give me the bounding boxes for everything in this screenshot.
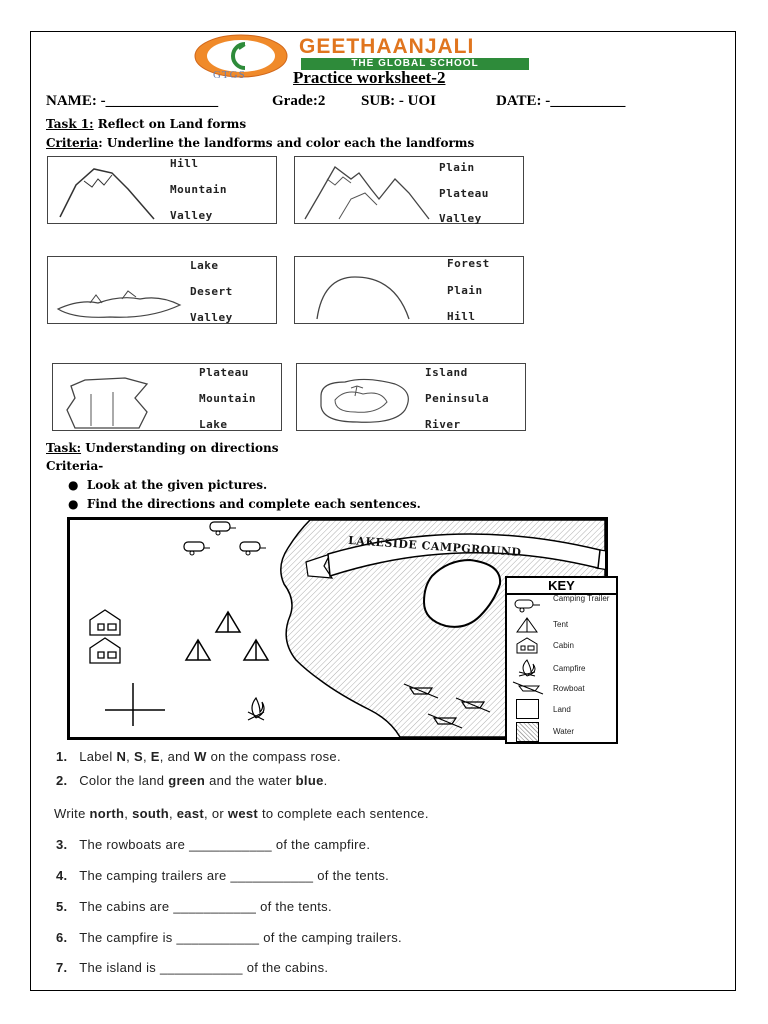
- answer-blank[interactable]: ___________: [169, 899, 261, 914]
- question-1: 1. Label N, S, E, and W on the compass rose.: [56, 749, 341, 764]
- bullet-text: Find the directions and complete each sentences.: [86, 497, 421, 511]
- tent-icon: [244, 640, 268, 660]
- criteria-label: Criteria: [46, 136, 99, 150]
- key-label: Camping Trailer: [553, 594, 610, 603]
- cabin-icon: [90, 610, 120, 635]
- hill-drawing-icon: [297, 259, 437, 323]
- task1-heading: [46, 117, 246, 131]
- task2-bullet-2: [68, 497, 421, 511]
- trailer-icon: [240, 542, 266, 555]
- trailer-icon: [210, 522, 236, 535]
- landform-box-2: [294, 156, 524, 224]
- landform-word[interactable]: Hill: [447, 310, 476, 323]
- key-water-swatch: [516, 722, 539, 742]
- map-banner-title: LAKESIDE CAMPGROUND: [347, 533, 522, 560]
- landform-word[interactable]: Island: [425, 366, 468, 379]
- question-3: 3. The rowboats are ___________ of the campfire.: [56, 837, 371, 852]
- landform-word[interactable]: Valley: [170, 209, 213, 222]
- school-tagline: THE GLOBAL SCHOOL: [301, 58, 529, 70]
- question-2: 2. Color the land green and the water blue.: [56, 773, 328, 788]
- question-5: 5. The cabins are ___________ of the tents.: [56, 899, 332, 914]
- task1-label: Task 1:: [46, 117, 94, 131]
- island-drawing-icon: [305, 366, 425, 430]
- landform-word[interactable]: Mountain: [199, 392, 256, 405]
- key-label: Rowboat: [553, 684, 585, 693]
- task2-bullet-1: [68, 478, 267, 492]
- key-tent-icon: [515, 616, 539, 634]
- task2-title: Understanding on directions: [81, 441, 279, 455]
- date-field: [496, 93, 625, 110]
- mountains-drawing-icon: [299, 159, 439, 223]
- landform-word[interactable]: Hill: [170, 157, 199, 170]
- key-campfire-icon: [515, 658, 539, 678]
- landform-word[interactable]: Desert: [190, 285, 233, 298]
- landform-box-3: [47, 256, 277, 324]
- landform-box-6: [296, 363, 526, 431]
- instruction-line: Write north, south, east, or west to complete each sentence.: [54, 806, 429, 821]
- plateau-drawing-icon: [55, 366, 195, 430]
- landform-word[interactable]: Lake: [190, 259, 219, 272]
- trailer-icon: [184, 542, 210, 555]
- answer-blank[interactable]: ___________: [226, 868, 318, 883]
- task2-criteria: Criteria-: [46, 459, 104, 473]
- landform-word[interactable]: Plain: [439, 161, 475, 174]
- name-blank[interactable]: _______________: [105, 93, 219, 109]
- campfire-icon: [248, 698, 264, 720]
- answer-blank[interactable]: ___________: [185, 837, 276, 852]
- task1-criteria: [46, 136, 474, 150]
- criteria-text: : Underline the landforms and color each the landforms: [98, 136, 475, 150]
- key-trailer-icon: [513, 598, 543, 614]
- landform-box-4: [294, 256, 524, 324]
- key-label: Cabin: [553, 641, 574, 650]
- question-4: 4. The camping trailers are ___________ of the tents.: [56, 868, 390, 883]
- bullet-icon: ●: [68, 478, 79, 492]
- date-blank[interactable]: __________: [550, 93, 626, 109]
- key-label: Land: [553, 705, 571, 714]
- tent-icon: [186, 640, 210, 660]
- landform-box-1: [47, 156, 277, 224]
- landform-word[interactable]: Valley: [190, 311, 233, 324]
- mountain-drawing-icon: [54, 159, 164, 223]
- landform-word[interactable]: River: [425, 418, 461, 431]
- landform-word[interactable]: Peninsula: [425, 392, 490, 405]
- landform-word[interactable]: Plain: [447, 284, 483, 297]
- question-6: 6. The campfire is ___________ of the camping trailers.: [56, 930, 402, 945]
- task2-heading: [46, 441, 279, 455]
- question-7: 7. The island is ___________ of the cabins.: [56, 960, 329, 975]
- key-land-swatch: [516, 699, 539, 719]
- map-key: [505, 576, 618, 744]
- key-label: Water: [553, 727, 575, 736]
- landform-word[interactable]: Valley: [439, 212, 482, 225]
- key-label: Tent: [553, 620, 569, 629]
- date-label: DATE: -: [496, 93, 551, 109]
- lake-drawing-icon: [50, 259, 190, 323]
- task1-title: Reflect on Land forms: [93, 117, 247, 131]
- landform-word[interactable]: Plateau: [199, 366, 249, 379]
- tent-icon: [216, 612, 240, 632]
- landform-word[interactable]: Mountain: [170, 183, 227, 196]
- grade-label: Grade:2: [272, 93, 326, 109]
- key-cabin-icon: [515, 636, 539, 654]
- info-row: [46, 93, 686, 113]
- bullet-text: Look at the given pictures.: [86, 478, 268, 492]
- landform-word[interactable]: Forest: [447, 257, 490, 270]
- answer-blank[interactable]: ___________: [172, 930, 264, 945]
- name-label: NAME: -: [46, 93, 106, 109]
- cabin-icon: [90, 638, 120, 663]
- task2-label: Task:: [46, 441, 82, 455]
- bullet-icon: ●: [68, 497, 79, 511]
- landform-word[interactable]: Plateau: [439, 187, 489, 200]
- worksheet-title: Practice worksheet-2: [293, 68, 446, 87]
- key-title: KEY: [507, 578, 616, 595]
- landform-box-5: [52, 363, 282, 431]
- answer-blank[interactable]: ___________: [156, 960, 247, 975]
- compass-rose-icon: [105, 683, 165, 726]
- school-abbr: GTGS: [213, 69, 246, 81]
- key-label: Campfire: [553, 664, 586, 673]
- key-rowboat-icon: [511, 680, 545, 696]
- subject-label: SUB: - UOI: [361, 93, 437, 109]
- school-name: GEETHAANJALI: [299, 35, 475, 58]
- landform-word[interactable]: Lake: [199, 418, 228, 431]
